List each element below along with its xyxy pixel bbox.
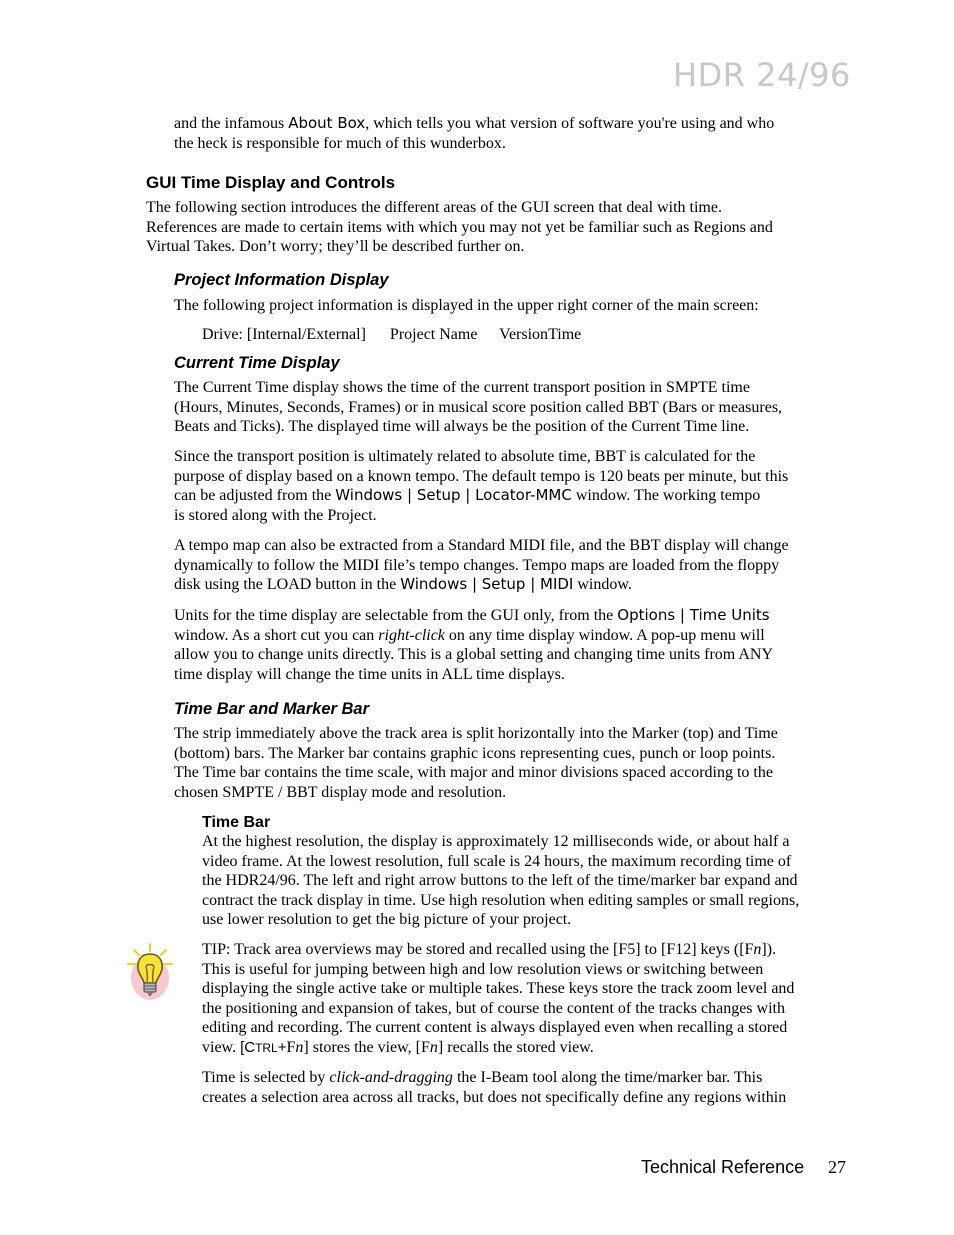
ct-p4-line-4: time display will change the time units in ALL time displays.	[174, 665, 565, 683]
ct-p4-line-2-post: on any time display window. A pop-up menu will	[444, 626, 765, 644]
field-drive: Drive: [Internal/External]	[202, 326, 366, 343]
tip-line-6-mid: ] stores the view, [F	[303, 1038, 430, 1056]
tm-line-4: chosen SMPTE / BBT display mode and resolution.	[174, 783, 507, 801]
ct-p2-line-3-text: can be adjusted from the	[174, 487, 336, 505]
current-time-p4	[174, 606, 773, 684]
menu-path-time-units: Options | Time Units	[617, 606, 770, 624]
about-box-term: About Box	[288, 114, 366, 132]
lightbulb-icon	[126, 942, 176, 1004]
ct-p4-line-3: allow you to change units directly. This is a global setting and changing time units from ANY	[174, 646, 774, 664]
tb-line-5: use lower resolution to get the big picture of your project.	[202, 911, 572, 929]
project-info-text: The following project information is displayed in the upper right corner of the main screen:	[174, 297, 759, 314]
gui-line-1: The following section introduces the different areas of the GUI screen that deal with time.	[146, 199, 722, 216]
intro-text: and the infamous	[174, 115, 289, 132]
ctrl-key-combo	[240, 1039, 286, 1056]
tb-line-1: At the highest resolution, the display is approximately 12 milliseconds wide, or about half a	[202, 833, 790, 850]
ct-p1-line-2: (Hours, Minutes, Seconds, Frames) or in musical score position called BBT (Bars or measures,	[174, 398, 783, 416]
time-bar-paragraph	[202, 832, 799, 930]
project-info-fields	[202, 325, 581, 345]
tb-line-4: contract the track display in time. Use high resolution when editing samples or small regions,	[202, 891, 800, 909]
intro-line-2: the heck is responsible for much of this wunderbox.	[174, 134, 506, 152]
ctrl-key-plus: +	[277, 1038, 287, 1056]
ct-p3-line-1: A tempo map can also be extracted from a Standard MIDI file, and the BBT display will change	[174, 537, 789, 554]
section-heading-gui-time: GUI Time Display and Controls	[146, 173, 396, 192]
tm-line-3: The Time bar contains the time scale, with major and minor divisions spaced according to the	[174, 764, 773, 782]
fn-key-f: F	[286, 1038, 296, 1056]
ct-p2-line-3-post: window. The working tempo	[571, 487, 761, 505]
ct-p2-line-1: Since the transport position is ultimately related to absolute time, BBT is calculated for the	[174, 448, 756, 465]
ct-p1-line-1: The Current Time display shows the time of the current transport position in SMPTE time	[174, 379, 750, 396]
current-time-p2	[174, 447, 788, 525]
gui-line-2: References are made to certain items with which you may not yet be familiar such as Regions and	[146, 218, 773, 236]
tip-line-6-text: view.	[202, 1038, 241, 1056]
tb-line-2: video frame. At the lowest resolution, full scale is 24 hours, the maximum recording time of	[202, 852, 792, 870]
menu-path-midi: Windows | Setup | MIDI	[400, 575, 574, 594]
tip-paragraph	[202, 940, 794, 1059]
subheading-time-bar: Time Bar	[202, 814, 271, 831]
selection-paragraph	[202, 1068, 786, 1107]
ct-p2-line-2: purpose of display based on a known tempo. The default tempo is 120 beats per minute, but this	[174, 467, 789, 485]
tm-line-2: (bottom) bars. The Marker bar contains graphic icons representing cues, punch or loop points.	[174, 744, 776, 762]
intro-text-post: , which tells you what version of software you're using and who	[365, 115, 775, 132]
fn-key-n: n	[295, 1038, 304, 1056]
sel-line-2: creates a selection area across all tracks, but does not specifically define any regions within	[202, 1088, 787, 1106]
subheading-time-marker-bar: Time Bar and Marker Bar	[174, 700, 370, 718]
sel-line-1-text: Time is selected by	[202, 1069, 330, 1086]
menu-path-locator-mmc: Windows | Setup | Locator-MMC	[335, 486, 572, 505]
running-header-title: HDR 24/96	[673, 56, 851, 94]
field-time: Time	[548, 326, 582, 343]
sel-line-1-post: the I-Beam tool along the time/marker bar. This	[452, 1069, 763, 1086]
gui-intro-paragraph	[146, 198, 773, 257]
ct-p1-line-3: Beats and Ticks). The displayed time will always be the position of the Current Time line.	[174, 418, 750, 436]
intro-paragraph	[174, 114, 774, 153]
footer-section-title: Technical Reference	[641, 1157, 805, 1177]
gui-line-3: Virtual Takes. Don’t worry; they’ll be described further on.	[146, 238, 525, 256]
ctrl-key-smallcaps: TRL	[255, 1040, 278, 1055]
tip-fn-n: n	[753, 941, 762, 958]
tip-line-1-post: ]).	[761, 941, 777, 958]
ct-p3-line-3-post: window.	[573, 576, 632, 594]
ctrl-key-open: [C	[240, 1038, 256, 1056]
current-time-p3	[174, 536, 789, 595]
tip-line-1-text: TIP: Track area overviews may be stored and recalled using the [F5] to [F12] keys ([F	[202, 941, 754, 958]
ct-p2-line-4: is stored along with the Project.	[174, 506, 377, 524]
tip-line-4: the positioning and expansion of takes, but of course the content of the tracks changes with	[202, 999, 785, 1017]
click-and-drag-term: click-and-dragging	[329, 1069, 453, 1086]
tip-line-6-post: ] recalls the stored view.	[437, 1038, 594, 1056]
ct-p3-line-2: dynamically to follow the MIDI file’s tempo changes. Tempo maps are loaded from the floppy	[174, 556, 780, 574]
fn-key-n-2: n	[429, 1038, 438, 1056]
ct-p4-line-2-text: window. As a short cut you can	[174, 626, 379, 644]
field-project-name: Project Name	[389, 326, 478, 343]
subheading-current-time: Current Time Display	[174, 354, 340, 372]
tip-line-3: displaying the single active take or multiple takes. These keys store the track zoom level and	[202, 980, 795, 998]
ct-p4-line-1-text: Units for the time display are selectable from the GUI only, from the	[174, 607, 618, 624]
time-marker-paragraph	[174, 724, 778, 802]
current-time-p1	[174, 378, 782, 437]
tip-line-5: editing and recording. The current content is always displayed even when recalling a stored	[202, 1019, 788, 1037]
subheading-project-info: Project Information Display	[174, 271, 389, 289]
tm-line-1: The strip immediately above the track area is split horizontally into the Marker (top) and Time	[174, 725, 778, 742]
page-number: 27	[828, 1157, 846, 1177]
tip-line-2: This is useful for jumping between high and low resolution views or switching between	[202, 960, 764, 978]
right-click-term: right-click	[378, 626, 445, 644]
tb-line-3: the HDR24/96. The left and right arrow buttons to the left of the time/marker bar expand and	[202, 872, 798, 890]
field-version: Version	[499, 326, 549, 343]
ct-p3-line-3-text: disk using the LOAD button in the	[174, 576, 401, 594]
